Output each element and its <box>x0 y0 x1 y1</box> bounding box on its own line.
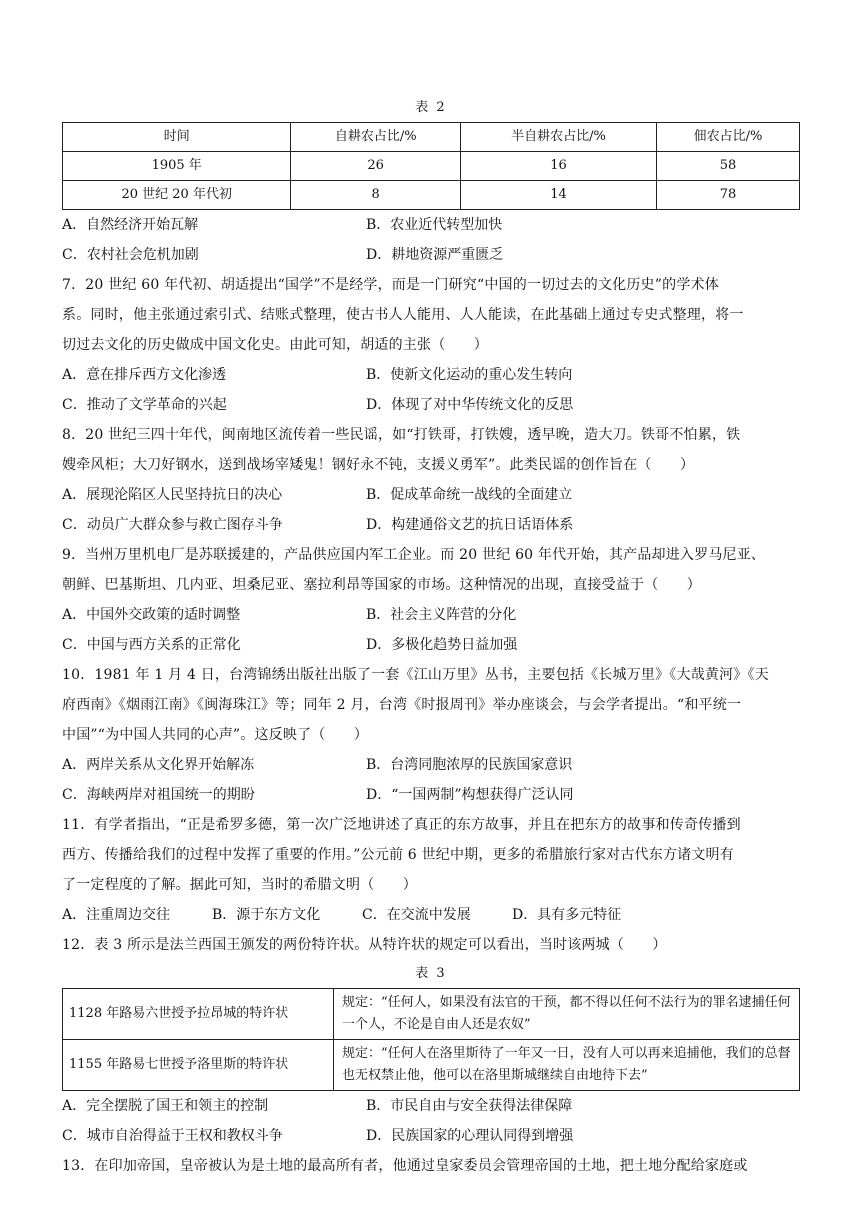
table-header-cell: 半自耕农占比/% <box>460 123 656 152</box>
q7-option-d[interactable]: D．体现了对中华传统文化的反思 <box>366 397 574 413</box>
table-row <box>63 152 800 181</box>
q11-stem-line: 西方、传播给我们的过程中发挥了重要的作用。”公元前 6 世纪中期，更多的希腊旅行家对古代东方诸文明有 <box>62 847 734 863</box>
q7-stem-line: 切过去文化的历史做成中国文化史。由此可知，胡适的主张（ ） <box>62 337 488 353</box>
q10-stem-line: 府西南》《烟雨江南》《闽海珠江》等；同年 2 月，台湾《时报周刊》举办座谈会，与会学者提出。“和平统一 <box>62 697 742 713</box>
q10-option-b[interactable]: B．台湾同胞浓厚的民族国家意识 <box>366 757 573 773</box>
table-row <box>63 989 800 1040</box>
q6-option-d[interactable]: D．耕地资源严重匮乏 <box>366 247 504 263</box>
q12-option-c[interactable]: C．城市自治得益于王权和教权斗争 <box>62 1128 283 1144</box>
q9-option-b[interactable]: B．社会主义阵营的分化 <box>366 607 517 623</box>
q9-option-a[interactable]: A．中国外交政策的适时调整 <box>62 607 241 623</box>
table-cell: 1905 年 <box>63 152 291 181</box>
q9-option-d[interactable]: D．多极化趋势日益加强 <box>366 637 518 653</box>
table-cell: 规定：“任何人在洛里斯待了一年又一日，没有人可以再来追捕他，我们的总督也无权禁止他，他可以在洛里斯城继续自由地待下去” <box>334 1040 800 1091</box>
q7-option-b[interactable]: B．使新文化运动的重心发生转向 <box>366 367 573 383</box>
q7-options-row-2 <box>62 390 800 420</box>
table-cell: 78 <box>657 181 800 210</box>
q6-option-c[interactable]: C．农村社会危机加剧 <box>62 247 199 263</box>
q9-stem-line: 9．当州万里机电厂是苏联援建的，产品供应国内军工企业。而 20 世纪 60 年代开始，其产品却进入罗马尼亚、 <box>62 547 766 563</box>
q12-option-b[interactable]: B．市民自由与安全获得法律保障 <box>366 1098 573 1114</box>
q6-option-b[interactable]: B．农业近代转型加快 <box>366 217 503 233</box>
table-cell: 20 世纪 20 年代初 <box>63 181 291 210</box>
q10-options-row-1 <box>62 750 800 780</box>
q12-options-row-1 <box>62 1091 800 1121</box>
q8-options-row-1 <box>62 480 800 510</box>
q8-option-c[interactable]: C．动员广大群众参与救亡图存斗争 <box>62 517 283 533</box>
table-row <box>63 1040 800 1091</box>
table-cell: 1155 年路易七世授予洛里斯的特许状 <box>63 1040 334 1091</box>
table-cell: 16 <box>460 152 656 181</box>
q11-option-b[interactable]: B．源于东方文化 <box>212 907 321 923</box>
q11-option-a[interactable]: A．注重周边交往 <box>62 907 171 923</box>
q9-options-row-1 <box>62 600 800 630</box>
q8-stem-line: 嫂牵风柜；大刀好钢水，送到战场宰矮鬼！钢好永不钝，支援义勇军”。此类民谣的创作旨在（ ） <box>62 457 695 473</box>
q11-stem-line: 了一定程度的了解。据此可知，当时的希腊文明（ ） <box>62 877 417 893</box>
table-cell: 14 <box>460 181 656 210</box>
q8-options-row-2 <box>62 510 800 540</box>
q7-option-c[interactable]: C．推动了文学革命的兴起 <box>62 397 227 413</box>
q12-option-a[interactable]: A．完全摆脱了国王和领主的控制 <box>62 1098 269 1114</box>
q8-option-d[interactable]: D．构建通俗文艺的抗日话语体系 <box>366 517 574 533</box>
q10-option-d[interactable]: D．“一国两制”构想获得广泛认同 <box>366 787 574 803</box>
q7-options-row-1 <box>62 360 800 390</box>
q10-options-row-2 <box>62 780 800 810</box>
q8-stem-line: 8．20 世纪三四十年代，闽南地区流传着一些民谣，如“打铁哥，打铁嫂，透早晚，造大刀。铁哥不怕累，铁 <box>62 427 741 443</box>
table-header-cell: 佃农占比/% <box>657 123 800 152</box>
q11-option-c[interactable]: C．在交流中发展 <box>362 907 471 923</box>
table-cell: 58 <box>657 152 800 181</box>
q6-options-row-2 <box>62 240 800 270</box>
q8-option-b[interactable]: B．促成革命统一战线的全面建立 <box>366 487 573 503</box>
table-cell: 规定：“任何人，如果没有法官的干预，都不得以任何不法行为的罪名逮捕任何一个人，不论是自由人还是农奴” <box>334 989 800 1040</box>
table-row <box>63 181 800 210</box>
q10-option-a[interactable]: A．两岸关系从文化界开始解冻 <box>62 757 255 773</box>
q11-options-row <box>62 900 800 930</box>
table-header-cell: 自耕农占比/% <box>291 123 461 152</box>
q7-stem-line: 系。同时，他主张通过索引式、结账式整理，使古书人人能用、人人能读，在此基础上通过专史式整理，将一 <box>62 307 744 323</box>
table3-caption: 表 3 <box>415 966 447 981</box>
table2 <box>62 122 800 210</box>
table-cell: 1128 年路易六世授予拉昂城的特许状 <box>63 989 334 1040</box>
q12-stem-line: 12．表 3 所示是法兰西国王颁发的两份特许状。从特许状的规定可以看出，当时该两城（ ） <box>62 937 667 953</box>
table-header-row <box>63 123 800 152</box>
table-header-cell: 时间 <box>63 123 291 152</box>
table-cell: 8 <box>291 181 461 210</box>
q9-option-c[interactable]: C．中国与西方关系的正常化 <box>62 637 241 653</box>
table2-caption: 表 2 <box>415 100 447 115</box>
q13-stem-line: 13．在印加帝国，皇帝被认为是土地的最高所有者，他通过皇家委员会管理帝国的土地，把土地分配给家庭或 <box>62 1158 748 1174</box>
q8-option-a[interactable]: A．展现沦陷区人民坚持抗日的决心 <box>62 487 283 503</box>
q6-options-row-1 <box>62 210 800 240</box>
q11-stem-line: 11．有学者指出，“正是希罗多德，第一次广泛地讲述了真正的东方故事，并且在把东方的故事和传奇传播到 <box>62 817 741 833</box>
q7-stem-line: 7．20 世纪 60 年代初、胡适提出“国学”不是经学，而是一门研究“中国的一切过去的文化历史”的学术体 <box>62 277 719 293</box>
q11-option-d[interactable]: D．具有多元特征 <box>512 907 622 923</box>
q9-options-row-2 <box>62 630 800 660</box>
q12-options-row-2 <box>62 1121 800 1151</box>
q7-option-a[interactable]: A．意在排斥西方文化渗透 <box>62 367 227 383</box>
q10-stem-line: 中国”“为中国人共同的心声”。这反映了（ ） <box>62 727 369 743</box>
q12-option-d[interactable]: D．民族国家的心理认同得到增强 <box>366 1128 574 1144</box>
table3 <box>62 988 800 1091</box>
q10-option-c[interactable]: C．海峡两岸对祖国统一的期盼 <box>62 787 255 803</box>
table-cell: 26 <box>291 152 461 181</box>
exam-content <box>62 94 800 1181</box>
q6-option-a[interactable]: A．自然经济开始瓦解 <box>62 217 199 233</box>
q10-stem-line: 10．1981 年 1 月 4 日，台湾锦绣出版社出版了一套《江山万里》丛书，主要包括《长城万里》《大哉黄河》《天 <box>62 667 769 683</box>
q9-stem-line: 朝鲜、巴基斯坦、几内亚、坦桑尼亚、塞拉利昂等国家的市场。这种情况的出现，直接受益于（ ） <box>62 577 701 593</box>
